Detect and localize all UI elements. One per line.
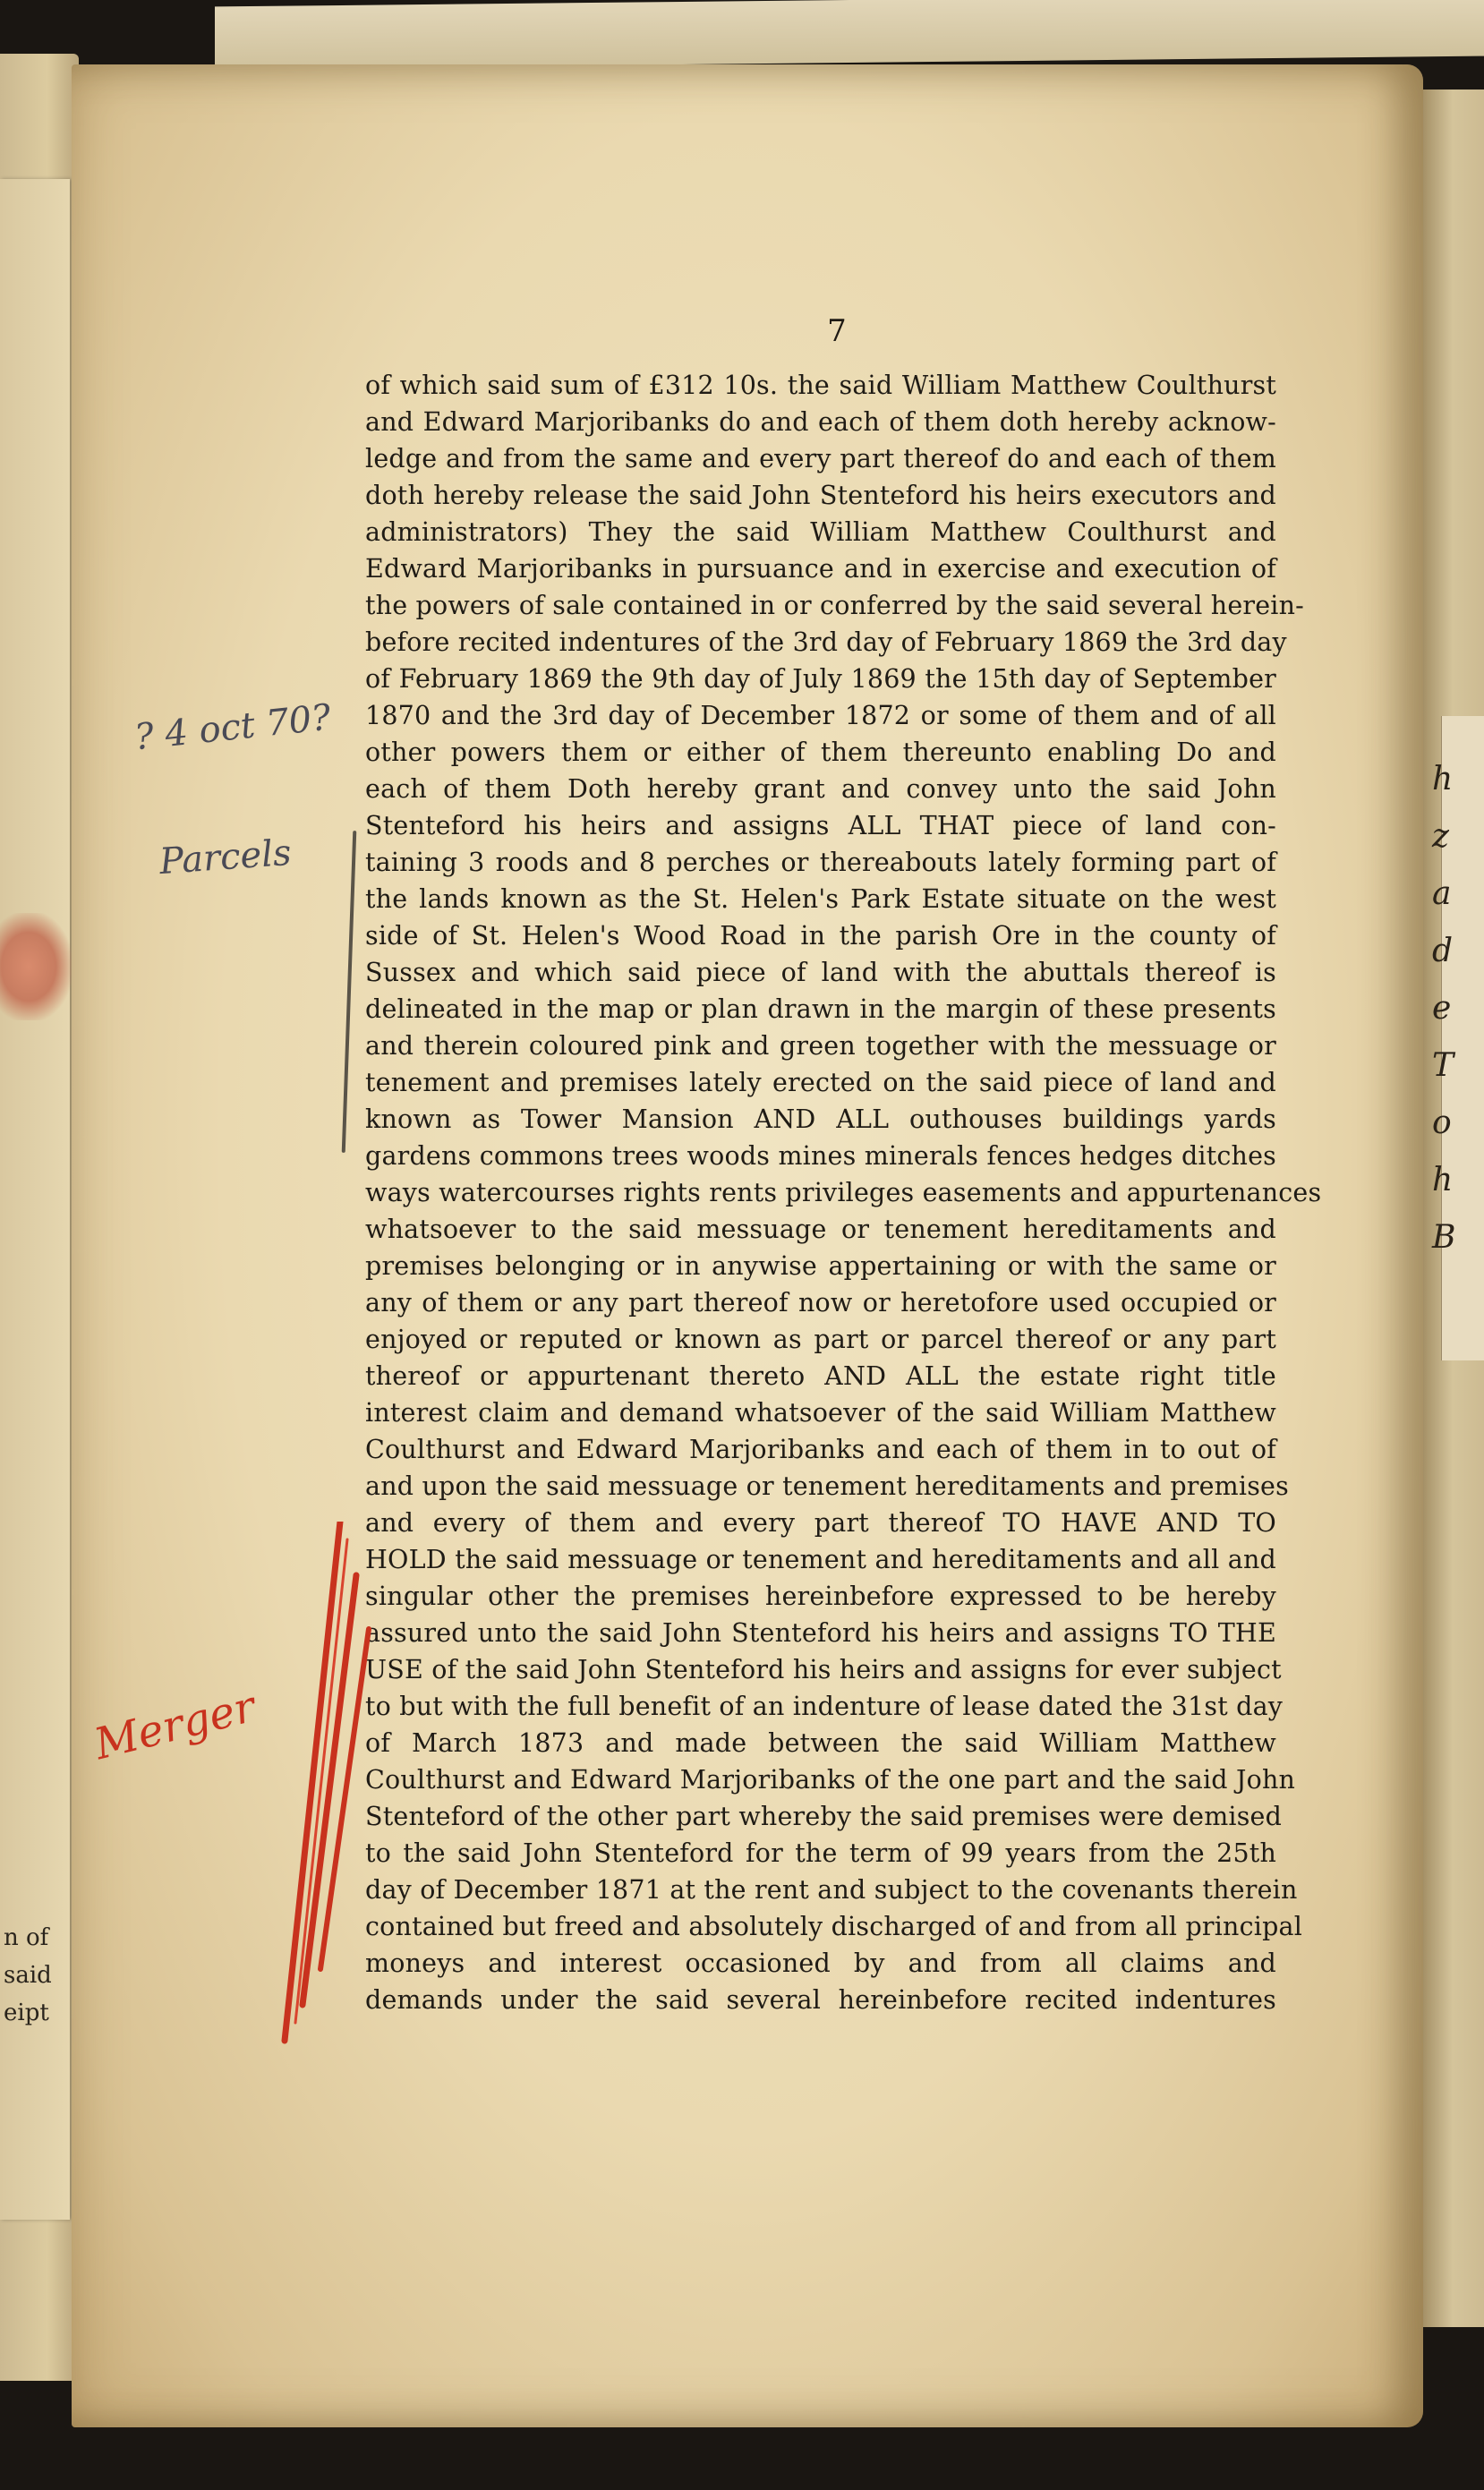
text-line: delineated in the map or plan drawn in the margin of these presents: [365, 994, 1276, 1024]
text-line: and Edward Marjoribanks do and each of them doth hereby acknow-: [365, 407, 1276, 437]
left-page-stain: [0, 913, 72, 1020]
text-line: premises belonging or in anywise appertaining or with the same or: [365, 1251, 1276, 1281]
text-line: whatsoever to the said messuage or tenement hereditaments and: [365, 1215, 1276, 1244]
margin-parcels-note: Parcels: [158, 831, 293, 883]
text-line: known as Tower Mansion AND ALL outhouses buildings yards: [365, 1104, 1276, 1134]
right-handwriting-glyph: o: [1432, 1104, 1452, 1141]
text-line: any of them or any part thereof now or heretofore used occupied or: [365, 1288, 1276, 1317]
right-handwriting-glyph: h: [1432, 761, 1454, 797]
page-number: 7: [827, 313, 847, 349]
right-handwriting-glyph: e: [1432, 990, 1452, 1027]
text-line: the powers of sale contained in or conferred by the said several herein-: [365, 591, 1304, 620]
text-line: thereof or appurtenant thereto AND ALL the estate right title: [365, 1361, 1276, 1391]
text-line: before recited indentures of the 3rd day of February 1869 the 3rd day: [365, 627, 1287, 657]
text-line: singular other the premises hereinbefore expressed to be hereby: [365, 1582, 1276, 1611]
text-line: interest claim and demand whatsoever of the said William Matthew: [365, 1398, 1276, 1428]
text-line: to the said John Stenteford for the term of 99 years from the 25th: [365, 1838, 1276, 1868]
text-line: assured unto the said John Stenteford his heirs and assigns TO THE: [365, 1618, 1276, 1648]
text-line: ways watercourses rights rents privileges easements and appurtenances: [365, 1178, 1322, 1207]
left-page-slip: [0, 179, 70, 2220]
text-line: ledge and from the same and every part thereof do and each of them: [365, 444, 1276, 473]
right-handwriting-glyph: T: [1432, 1047, 1454, 1084]
text-line: USE of the said John Stenteford his heirs and assigns for ever subject: [365, 1655, 1282, 1684]
left-page-fragment: said: [4, 1962, 52, 1989]
text-line: tenement and premises lately erected on the said piece of land and: [365, 1068, 1276, 1097]
text-line: gardens commons trees woods mines minerals fences hedges ditches: [365, 1141, 1276, 1171]
right-handwriting-glyph: d: [1432, 933, 1454, 969]
margin-merger-note: Merger: [89, 1681, 260, 1770]
text-line: HOLD the said messuage or tenement and hereditaments and all and: [365, 1545, 1276, 1574]
top-paper-slip: [215, 0, 1484, 69]
text-line: contained but freed and absolutely discharged of and from all principal: [365, 1912, 1303, 1941]
margin-date-note: ? 4 oct 70?: [132, 696, 333, 759]
text-line: Coulthurst and Edward Marjoribanks of the one part and the said John: [365, 1765, 1296, 1795]
text-line: moneys and interest occasioned by and from all claims and: [365, 1949, 1276, 1978]
text-line: and upon the said messuage or tenement hereditaments and premises: [365, 1471, 1289, 1501]
right-handwriting-glyph: z: [1432, 818, 1449, 855]
text-line: administrators) They the said William Matthew Coulthurst and: [365, 517, 1276, 547]
text-line: enjoyed or reputed or known as part or parcel thereof or any part: [365, 1325, 1276, 1354]
text-line: the lands known as the St. Helen's Park Estate situate on the west: [365, 884, 1276, 914]
text-line: taining 3 roods and 8 perches or thereabouts lately forming part of: [365, 848, 1276, 877]
text-line: Sussex and which said piece of land with the abuttals thereof is: [365, 958, 1276, 987]
text-line: Stenteford his heirs and assigns ALL THAT piece of land con-: [365, 811, 1276, 840]
text-line: Stenteford of the other part whereby the said premises were demised: [365, 1802, 1283, 1831]
text-line: day of December 1871 at the rent and subject to the covenants therein: [365, 1875, 1298, 1905]
text-line: other powers them or either of them thereunto enabling Do and: [365, 738, 1276, 767]
right-handwritten-sheet: [1441, 716, 1484, 1360]
text-line: and therein coloured pink and green together with the messuage or: [365, 1031, 1276, 1061]
red-pencil-marks: [269, 1522, 376, 2059]
text-line: side of St. Helen's Wood Road in the parish Ore in the county of: [365, 921, 1276, 951]
right-handwriting-glyph: B: [1432, 1219, 1456, 1256]
text-line: doth hereby release the said John Stenteford his heirs executors and: [365, 481, 1276, 510]
text-line: of February 1869 the 9th day of July 1869 the 15th day of September: [365, 664, 1276, 694]
right-handwriting-glyph: a: [1432, 875, 1452, 912]
text-line: each of them Doth hereby grant and convey unto the said John: [365, 774, 1276, 804]
text-line: and every of them and every part thereof TO HAVE AND TO: [365, 1508, 1276, 1538]
left-page-fragment: n of: [4, 1924, 49, 1951]
text-line: Edward Marjoribanks in pursuance and in exercise and execution of: [365, 554, 1276, 584]
text-line: Coulthurst and Edward Marjoribanks and each of them in to out of: [365, 1435, 1276, 1464]
text-line: demands under the said several hereinbefore recited indentures: [365, 1985, 1276, 2015]
right-handwriting-glyph: h: [1432, 1162, 1454, 1198]
text-line: 1870 and the 3rd day of December 1872 or some of them and of all: [365, 701, 1276, 730]
text-line: of which said sum of £312 10s. the said William Matthew Coulthurst: [365, 371, 1276, 400]
text-line: to but with the full benefit of an indenture of lease dated the 31st day: [365, 1692, 1284, 1721]
left-page-fragment: eipt: [4, 2000, 49, 2026]
deed-text: [365, 367, 1322, 2018]
text-line: of March 1873 and made between the said William Matthew: [365, 1728, 1276, 1758]
